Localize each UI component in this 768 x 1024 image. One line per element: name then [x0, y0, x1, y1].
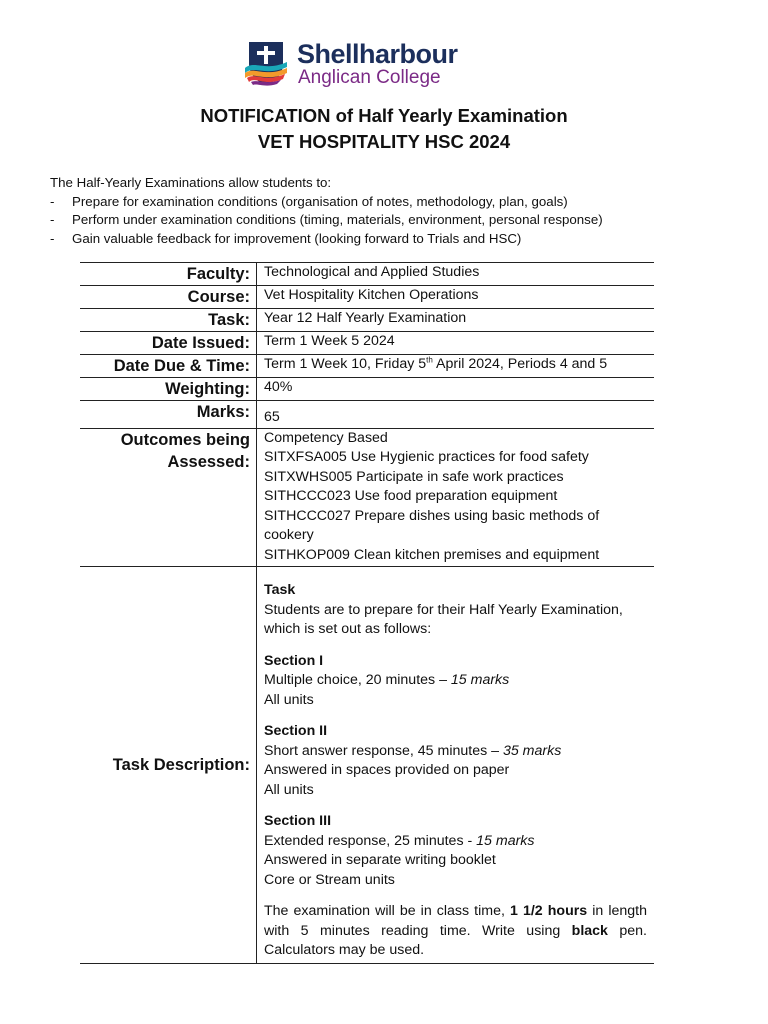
- table-row-outcomes: [80, 428, 654, 567]
- table-row-date-issued: [80, 332, 654, 355]
- list-item: - Perform under examination conditions (timing, materials, environment, personal response): [50, 212, 603, 227]
- table-row-faculty: [80, 263, 654, 286]
- date-due-label: Date Due & Time:: [80, 355, 257, 378]
- document-subtitle: VET HOSPITALITY HSC 2024: [257, 131, 511, 152]
- weighting-label: Weighting:: [80, 378, 257, 401]
- section-3-line: Answered in separate writing booklet: [264, 852, 496, 868]
- school-subtitle: Anglican College: [298, 67, 441, 88]
- task-label: Task:: [80, 309, 257, 332]
- notification-details-table: [80, 262, 654, 964]
- section-3-line: Core or Stream units: [264, 871, 395, 888]
- list-item: SITHCCC027 Prepare dishes using basic methods of cookery: [264, 507, 600, 543]
- table-row-course: [80, 286, 654, 309]
- task-description-value: [257, 567, 655, 964]
- outcomes-value: [257, 428, 655, 567]
- task-value: Year 12 Half Yearly Examination: [264, 310, 467, 326]
- table-row-task: [80, 309, 654, 332]
- intro-section: [50, 174, 730, 248]
- table-row-date-due: [80, 355, 654, 378]
- intro-lead: The Half-Yearly Examinations allow students to:: [50, 175, 332, 190]
- list-item: SITHKOP009 Clean kitchen premises and equipment: [264, 546, 600, 563]
- weighting-value: 40%: [264, 379, 293, 395]
- section-2-line: All units: [264, 781, 314, 798]
- list-item: SITHCCC023 Use food preparation equipment: [264, 488, 558, 504]
- document-title: NOTIFICATION of Half Yearly Examination: [200, 105, 568, 126]
- table-row-weighting: [80, 378, 654, 401]
- intro-list: [50, 193, 730, 249]
- section-1-line: Multiple choice, 20 minutes – 15 marks: [264, 672, 510, 688]
- list-item: Competency Based: [264, 429, 388, 446]
- school-crest-icon: [243, 38, 289, 86]
- task-description-label: Task Description:: [80, 567, 257, 964]
- exam-conditions-text: The examination will be in class time, 1 1/2 hours in length with 5 minutes reading time. Write using black pen. Calculators may be used.: [264, 903, 647, 958]
- faculty-value: Technological and Applied Studies: [264, 264, 480, 280]
- section-2-line: Answered in spaces provided on paper: [264, 762, 510, 778]
- section-3-line: Extended response, 25 minutes - 15 marks: [264, 832, 535, 849]
- table-row-task-description: [80, 567, 654, 964]
- marks-label: Marks:: [80, 401, 257, 429]
- course-label: Course:: [80, 286, 257, 309]
- section-2-line: Short answer response, 45 minutes – 35 marks: [264, 742, 562, 759]
- marks-value: 65: [264, 409, 280, 425]
- outcomes-label: Outcomes being Assessed:: [80, 428, 257, 567]
- task-heading: Task: [264, 582, 296, 598]
- faculty-label: Faculty:: [80, 263, 257, 286]
- task-text: Students are to prepare for their Half Yearly Examination, which is set out as follows:: [264, 601, 623, 637]
- date-due-value: Term 1 Week 10, Friday 5th April 2024, Periods 4 and 5: [264, 355, 608, 372]
- date-issued-value: Term 1 Week 5 2024: [264, 333, 395, 349]
- section-2-title: Section II: [264, 723, 328, 739]
- section-1-line: All units: [264, 691, 314, 708]
- list-item: - Gain valuable feedback for improvement (looking forward to Trials and HSC): [50, 230, 522, 246]
- section-1-title: Section I: [264, 652, 324, 669]
- school-logo: [243, 36, 483, 92]
- list-item: SITXWHS005 Participate in safe work practices: [264, 468, 564, 485]
- date-issued-label: Date Issued:: [80, 332, 257, 355]
- list-item: - Prepare for examination conditions (organisation of notes, methodology, plan, goals): [50, 193, 568, 209]
- table-row-marks: [80, 401, 654, 429]
- list-item: SITXFSA005 Use Hygienic practices for food safety: [264, 449, 589, 465]
- course-value: Vet Hospitality Kitchen Operations: [264, 287, 479, 303]
- section-3-title: Section III: [264, 813, 332, 829]
- school-name: Shellharbour: [297, 39, 458, 69]
